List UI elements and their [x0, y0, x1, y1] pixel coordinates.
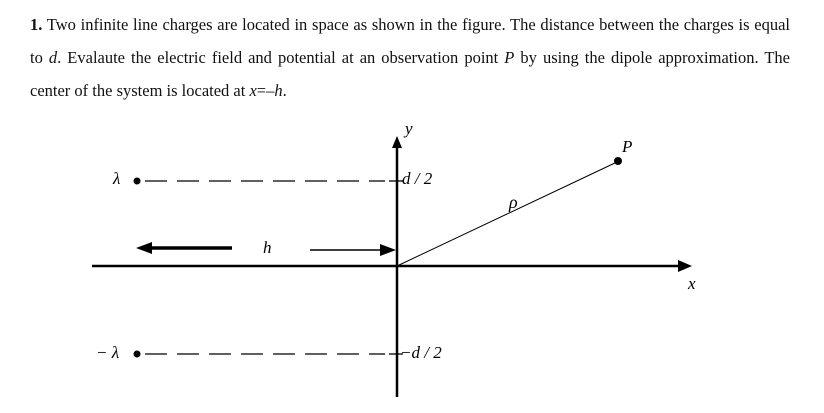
y-axis-label: y: [405, 119, 413, 138]
point-P-dot: [614, 157, 622, 165]
problem-number: 1.: [30, 15, 43, 34]
rho-label: ρ: [509, 192, 518, 212]
problem-text-part5: .: [282, 81, 287, 100]
bottom-charge-dot: [134, 351, 141, 358]
problem-text-part3: by using the dipole approximation. The center of the system is located at: [30, 48, 790, 100]
x-axis-label: x: [688, 274, 696, 293]
y-axis-arrowhead: [392, 136, 402, 148]
problem-text-part4: =–: [256, 81, 275, 100]
h-distance-label: h: [263, 238, 272, 257]
top-charge-dot: [134, 178, 141, 185]
x-axis-arrowhead: [678, 260, 692, 272]
h-right-arrowhead: [380, 244, 396, 256]
top-charge-label: λ: [113, 169, 121, 188]
var-x: x: [249, 81, 257, 100]
bottom-tick-label: −d / 2: [400, 343, 442, 362]
var-d: d: [48, 48, 58, 67]
h-left-arrowhead: [136, 242, 152, 254]
bottom-charge-label: − λ: [96, 343, 120, 362]
var-P: P: [504, 48, 515, 67]
top-tick-label: d / 2: [402, 169, 433, 188]
problem-text-part2: . Evalaute the electric field and potential at an observation point: [57, 48, 505, 67]
var-h: h: [274, 81, 283, 100]
point-P-label: P: [622, 137, 633, 156]
problem-text-part1: Two infinite line charges are located in space as shown in the figure. The distance between the charges is equal to: [30, 15, 790, 67]
